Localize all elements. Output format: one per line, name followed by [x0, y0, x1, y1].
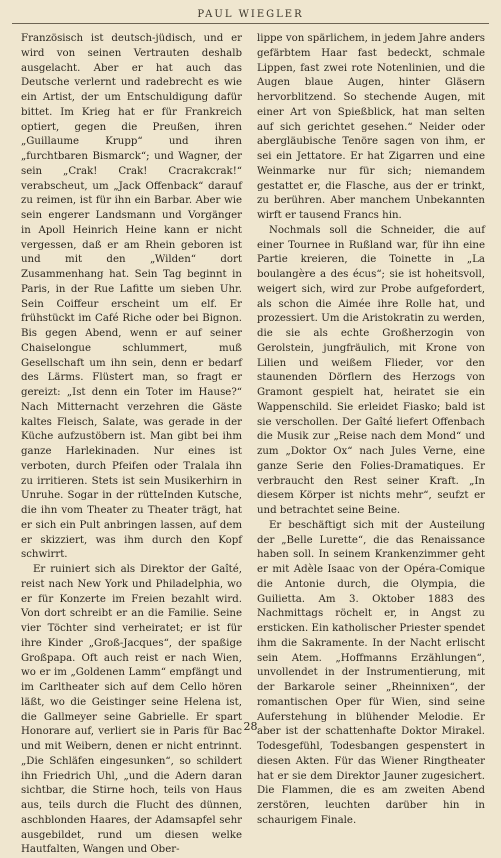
- paragraph: Er ruiniert sich als Direktor der Gaîté, reist nach New York und Philadelphia, wo er für Konzerte im Freien bezahlt wird. Von dort schreibt er an die Familie. Seine vier Töchter sind verheiratet; er ist für ihre Kinder „Groß-Jacques“, der spaßige Großpapa. Oft auch reist er nach Wien, wo er im „Goldenen Lamm“ empfängt und im Carltheater sich auf dem Cello hören läßt, wo die Geistinger seine Helena ist, die Gallmeyer seine Gabrielle. Er spart Honorare auf, verliert sie in Paris für Bac und mit Weibern, denen er nicht entrinnt. „Die Schläfen eingesunken“, so schildert ihn Friedrich Uhl, „und die Adern daran sichtbar, die Stirne hoch, teils von Haus aus, teils durch die Flucht des dünnen, aschblonden Haares, der Adamsapfel sehr ausgebildet, rund um diesen welke Hautfalten, Wangen und Ober-: [21, 564, 242, 856]
- page-number: 28: [243, 720, 258, 733]
- right-column: [257, 32, 485, 829]
- paragraph: Französisch ist deutsch-jüdisch, und er wird von seinen Vertrauten deshalb ausgelacht. Aber er hat auch das Deutsche verlernt und radebrecht es wie ein Artist, der um Entschuldigung dafür bittet. Im Krieg hat er für Frankreich optiert, gegen die Preußen, ihren „Guillaume Krupp“ und ihren „furchtbaren Bismarck“; und Wagner, der sein „Crak! Crak! Cracrakcrak!“ verabscheut, um „Jack Offenback“ darauf zu reimen, ist für ihn ein Barbar. Aber wie sein engerer Landsmann und Vorgänger in Apoll Heinrich Heine kann er nicht vergessen, daß er am Rhein geboren ist und mit den „Wilden“ dort Zusammenhang hat. Sein Tag beginnt in Paris, in der Rue Lafitte um sieben Uhr. Sein Coiffeur erscheint um elf. Er frühstückt im Café Riche oder bei Bignon. Bis gegen Abend, wenn er auf seiner Chaiselongue schlummert, muß Gesellschaft um ihn sein, denn er bedarf des Lärms. Flüstert man, so fragt er gereizt: „Ist denn ein Toter im Hause?“ Nach Mitternacht verzehren die Gäste kaltes Fleisch, Salate, was gerade in der Küche aufzustöbern ist. Man gibt bei ihm ganze Harlekinaden. Nur eines ist verboten, durch Pfeifen oder Tralala ihn zu irritieren. Stets ist sein Musikerhirn in Unruhe. Sogar in der rütteInden Kutsche, die ihn vom Theater zu Theater trägt, hat er sich ein Pult anbringen lassen, auf dem er skizziert, was ihm durch den Kopf schwirrt.: [21, 33, 242, 561]
- running-header: PAUL WIEGLER: [197, 9, 304, 20]
- header-rule: [12, 23, 489, 24]
- paragraph: Nochmals soll die Schneider, die auf einer Tournee in Rußland war, für ihn eine Partie kreieren, die Toinette in „La boulangère a des écus“; sie ist hoheitsvoll, weigert sich, wird zur Probe aufgefordert, als schon die Aimée ihre Rolle hat, und prozessiert. Um die Aristokratin zu werden, die sie als echte Großherzogin von Gerolstein, jungfräulich, mit Krone von Lilien und weißem Flieder, vor den staunenden Dörflern des Herzogs von Gramont gespielt hat, heiratet sie ein Wappenschild. Sie erleidet Fiasko; bald ist sie verschollen. Der Gaîté liefert Offenbach die Musik zur „Reise nach dem Mond“ und zum „Doktor Ox“ nach Jules Verne, eine ganze Serie den Folies-Dramatiques. Er verbraucht den Rest seiner Kraft. „In diesem Körper ist nichts mehr“, seufzt er und betrachtet seine Beine.: [257, 224, 485, 516]
- paragraph: Er beschäftigt sich mit der Austeilung der „Belle Lurette“, die das Renaissance haben soll. In seinem Krankenzimmer geht er mit Adèle Isaac von der Opéra-Comique die Antonie durch, die Olympia, die Guilietta. Am 3. Oktober 1883 des Nachmittags röchelt er, in Angst zu ersticken. Ein katholischer Priester spendet ihm die Sakramente. In der Nacht erlischt sein Atem. „Hoffmanns Erzählungen“, unvollendet in der Instrumentierung, mit der Barkarole seiner „Rheinnixen“, der romantischen Oper für Wien, sind seine Auferstehung in blühender Melodie. Er aber ist der schattenhafte Doktor Mirakel. Todesgefühl, Todesbangen gespenstert in diesen Akten. Für das Wiener Ringtheater hat er sie dem Direktor Jauner zugesichert. Die Flammen, die es am zweiten Abend zerstören, leuchten darüber hin in schaurigem Finale.: [257, 519, 485, 826]
- paragraph: lippe von spärlichem, in jedem Jahre anders gefärbtem Haar fast bedeckt, schmale Lippen, fast zwei rote Notenlinien, und die Augen blaue Augen, hinter Gläsern hervorblitzend. So stechende Augen, mit einer Art von Spießblick, hat man selten auf sich gerichtet gesehen.“ Neider oder abergläubische Tenöre sagen von ihm, er sei ein Jettatore. Er hat Zigarren und eine Weinmarke nur für sich; niemandem gestattet er, die Flasche, aus der er trinkt, zu berühren. Aber manchem Unbekannten wirft er tausend Francs hin.: [257, 33, 485, 221]
- left-column: [21, 32, 242, 858]
